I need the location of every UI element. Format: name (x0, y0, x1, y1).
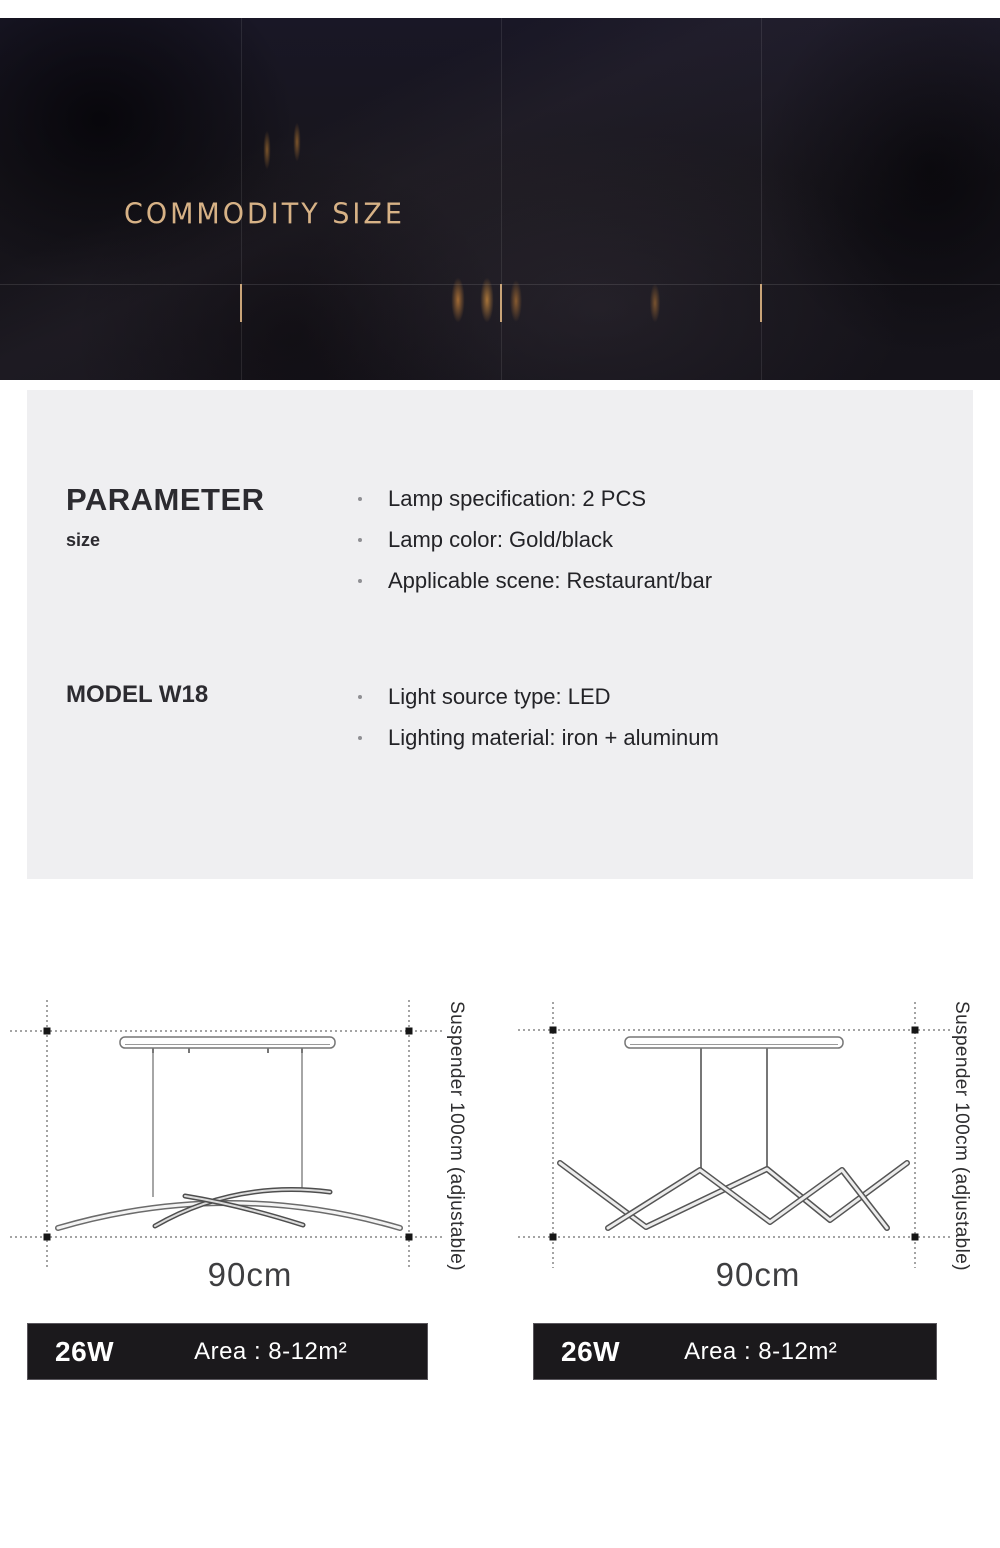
spec-text: Lighting material: iron + aluminum (388, 725, 719, 750)
hero-grid-vline (501, 18, 502, 380)
power-badge-left (27, 1323, 428, 1380)
gold-tick-icon (240, 284, 242, 322)
dimension-diagram-left (10, 1000, 444, 1270)
bullet-dot-icon (358, 538, 362, 542)
area-label: Area : 8-12m² (194, 1337, 348, 1365)
suspension-wires (153, 1053, 302, 1197)
spec-text: Light source type: LED (388, 684, 611, 709)
hero-grid-vline (761, 18, 762, 380)
power-badge-right (533, 1323, 937, 1380)
ceiling-canopy (120, 1037, 335, 1053)
spec-item (358, 684, 611, 710)
width-label-right: 90cm (715, 1256, 801, 1293)
power-label: 26W (561, 1335, 621, 1367)
measurement-markers (44, 1028, 413, 1241)
spec-item (358, 725, 719, 751)
bullet-dot-icon (358, 579, 362, 583)
gold-tick-icon (500, 284, 502, 322)
bullet-dot-icon (358, 497, 362, 501)
spec-text: Lamp specification: 2 PCS (388, 486, 647, 511)
ceiling-canopy (625, 1037, 843, 1048)
spec-item (358, 486, 646, 512)
hero-title: COMMODITY SIZE (124, 198, 405, 231)
suspension-rods (701, 1048, 767, 1170)
power-label: 26W (55, 1335, 115, 1367)
width-label-left: 90cm (207, 1256, 293, 1293)
spec-item (358, 527, 613, 553)
spec-text: Lamp color: Gold/black (388, 527, 613, 552)
spec-text: Applicable scene: Restaurant/bar (388, 568, 713, 593)
parameter-panel (27, 390, 973, 879)
bullet-dot-icon (358, 736, 362, 740)
panel-model-label: MODEL W18 (66, 681, 209, 708)
dimension-diagram-right (518, 1002, 950, 1268)
panel-subheading: size (66, 530, 101, 550)
area-label: Area : 8-12m² (684, 1337, 838, 1365)
lamp-tubes-zigzag (560, 1163, 907, 1228)
bullet-dot-icon (358, 695, 362, 699)
spec-item (358, 568, 712, 594)
hero-photo-banner (0, 18, 1000, 380)
gold-tick-icon (760, 284, 762, 322)
suspender-label-left: Suspender 100cm (adjustable) (446, 1001, 467, 1271)
panel-heading: PARAMETER (66, 482, 265, 517)
measurement-markers (550, 1027, 919, 1241)
lamp-tubes-curved (58, 1190, 400, 1228)
suspender-label-right: Suspender 100cm (adjustable) (951, 1001, 972, 1271)
dimension-diagrams (0, 980, 1000, 1310)
